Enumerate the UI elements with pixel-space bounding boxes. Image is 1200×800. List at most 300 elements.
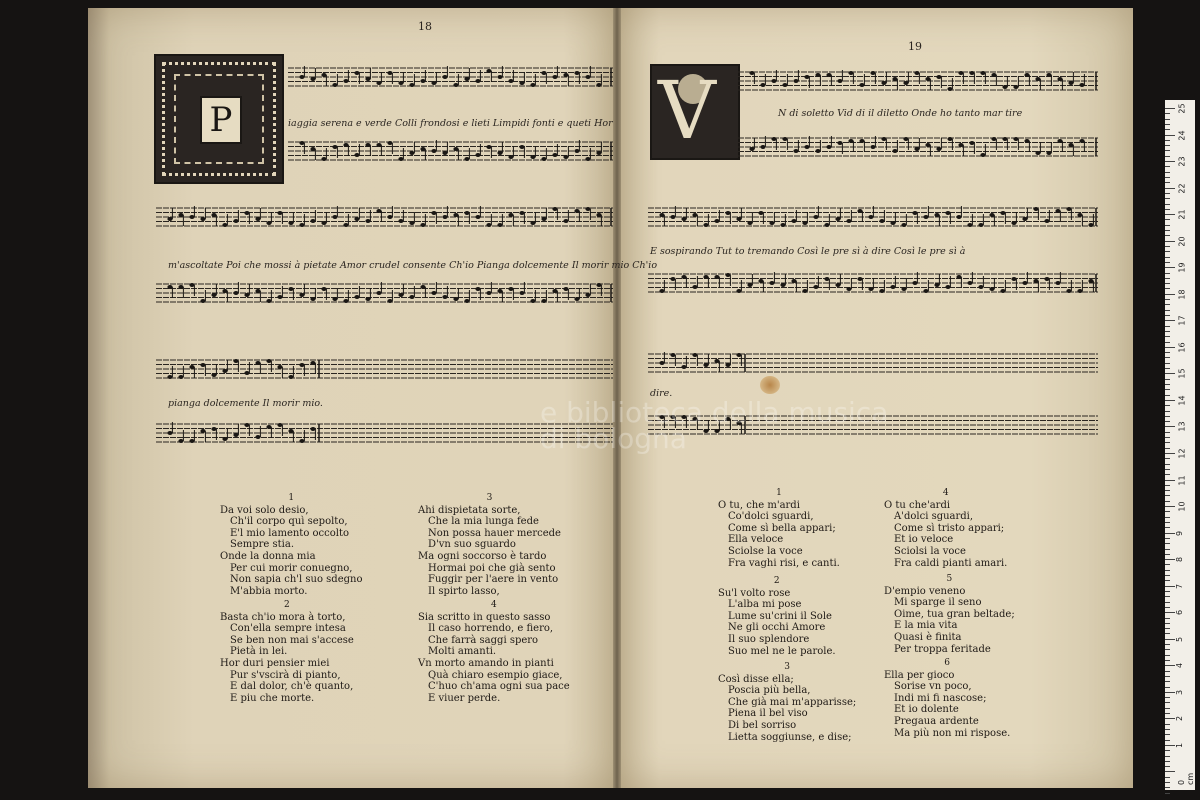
note-head [233,433,238,437]
note-head [299,223,304,227]
ruler-number: 7 [1175,583,1185,589]
note-head [574,71,579,75]
note-head [552,153,557,157]
ruler-tick [1165,639,1175,640]
ruler-tick [1165,161,1175,162]
note-head [244,211,249,215]
note-head [881,81,886,85]
ruler-number: 9 [1175,530,1185,536]
ruler-minor-tick [1165,198,1170,199]
note-head [464,299,469,303]
note-head [725,363,730,367]
note-head [288,375,293,379]
ruler-minor-tick [1165,283,1170,284]
note-head [266,221,271,225]
ruler-minor-tick [1165,596,1170,597]
note-head [923,289,928,293]
ruler-number: 13 [1177,421,1187,433]
music-staff [156,206,613,228]
note-head [387,71,392,75]
note-head [541,217,546,221]
note-head [332,83,337,87]
note-head [332,145,337,149]
note-head [692,353,697,357]
initial-letter: P [200,96,242,144]
ruler-minor-tick [1165,150,1170,151]
ruler-minor-tick [1165,527,1170,528]
note-head [945,285,950,289]
note-head [848,139,853,143]
paper-stain [760,376,780,394]
note-head [310,77,315,81]
note-head [780,283,785,287]
note-head [769,221,774,225]
note-head [464,211,469,215]
note-head [1079,139,1084,143]
ruler-minor-tick [1165,219,1170,220]
note-head [420,147,425,151]
note-head [659,361,664,365]
note-head [758,279,763,283]
ruler-minor-tick [1165,331,1170,332]
note-head [989,287,994,291]
note-head [837,79,842,83]
note-head [343,223,348,227]
lyric-line: dire. [650,388,673,399]
note-head [486,223,491,227]
library-watermark [540,396,889,455]
note-head [991,73,996,77]
ruler-minor-tick [1165,448,1170,449]
ruler-number: 22 [1177,183,1187,194]
note-head [857,277,862,281]
note-head [725,211,730,215]
note-head [585,75,590,79]
ruler-minor-tick [1165,538,1170,539]
ruler-minor-tick [1165,278,1170,279]
note-head [980,71,985,75]
ruler-minor-tick [1165,602,1170,603]
ruler-minor-tick [1165,442,1170,443]
ruler-number: 20 [1177,236,1187,247]
ruler-minor-tick [1165,644,1170,645]
note-head [1068,143,1073,147]
ruler-minor-tick [1165,363,1170,364]
note-head [824,277,829,281]
note-head [299,75,304,79]
ruler-minor-tick [1165,591,1170,592]
note-head [1044,277,1049,281]
ruler-minor-tick [1165,257,1170,258]
ruler-minor-tick [1165,708,1170,709]
ruler-number: 25 [1177,103,1187,114]
note-head [714,219,719,223]
ruler-minor-tick [1165,395,1170,396]
ruler-minor-tick [1165,156,1170,157]
note-head [497,75,502,79]
ruler-minor-tick [1165,702,1170,703]
note-head [365,143,370,147]
note-head [791,279,796,283]
note-head [530,155,535,159]
note-head [211,213,216,217]
note-head [771,137,776,141]
note-head [804,75,809,79]
watermark-line: di bologna [540,422,687,455]
note-head [813,285,818,289]
note-head [255,435,260,439]
lyric-line: N di soletto Vid di il diletto Onde ho tanto mar tire [778,108,1023,119]
note-head [596,83,601,87]
note-head [321,157,326,161]
ruler-tick [1165,533,1175,534]
ruler-tick [1165,267,1175,268]
ruler-minor-tick [1165,458,1170,459]
note-head [936,147,941,151]
ruler-minor-tick [1165,660,1170,661]
note-head [791,219,796,223]
ruler-minor-tick [1165,697,1170,698]
note-head [859,83,864,87]
note-head [409,221,414,225]
note-head [1055,209,1060,213]
note-head [178,439,183,443]
ruler-tick [1165,188,1175,189]
note-head [934,283,939,287]
note-head [815,73,820,77]
note-head [442,215,447,219]
note-head [947,137,952,141]
note-head [222,223,227,227]
note-head [453,147,458,151]
note-head [780,223,785,227]
note-head [464,77,469,81]
note-head [859,139,864,143]
note-head [978,223,983,227]
note-head [925,143,930,147]
ruler-number: 12 [1177,448,1187,459]
ruler-number: 0 cm [1177,773,1195,786]
note-head [681,275,686,279]
note-head [530,83,535,87]
initial-letter: V [658,64,716,157]
note-head [222,369,227,373]
note-head [365,219,370,223]
note-head [178,285,183,289]
ruler-minor-tick [1165,671,1170,672]
note-head [574,297,579,301]
note-head [387,299,392,303]
ruler-minor-tick [1165,787,1170,788]
note-head [508,287,513,291]
lyric-line: iaggia serena e verde Colli frondosi e lieti Limpidi fonti e queti Hor [288,118,613,129]
note-head [703,363,708,367]
verse-2: 2 Basta ch'io mora à torto, Con'ella sempre intesa Se ben non mai s'accese Pietà in lei. Hor duri pensier miei Pur s'vscirà di pianto, E dal dolor, ch'è quanto, E piu che morte. [220,600,354,704]
music-staff [288,66,613,88]
note-head [563,155,568,159]
ruler-minor-tick [1165,649,1170,650]
note-head [659,289,664,293]
ruler-number: 2 [1175,716,1185,722]
ruler-minor-tick [1165,554,1170,555]
ruler-minor-tick [1165,580,1170,581]
ruler-minor-tick [1165,766,1170,767]
note-head [1066,207,1071,211]
ruler-minor-tick [1165,543,1170,544]
watermark-line: e biblioteca della musica [540,396,889,429]
ruler-minor-tick [1165,368,1170,369]
note-head [802,289,807,293]
note-head [398,81,403,85]
note-head [431,149,436,153]
note-head [365,297,370,301]
note-head [585,157,590,161]
ruler-minor-tick [1165,209,1170,210]
music-staff [738,70,1098,92]
note-head [420,79,425,83]
note-head [310,147,315,151]
note-head [178,375,183,379]
verse-1: 1 O tu, che m'ardi Co'dolci sguardi, Come sì bella appari; Ella veloce Sciolse la voce Fra vaghi risi, e canti. [718,488,840,569]
ruler-number: 16 [1177,342,1187,353]
ruler-minor-tick [1165,734,1170,735]
note-head [167,375,172,379]
note-head [1013,137,1018,141]
note-head [804,145,809,149]
note-head [266,299,271,303]
note-head [714,359,719,363]
ruler-number: 14 [1177,395,1187,406]
ruler-number: 11 [1177,474,1187,486]
note-head [793,79,798,83]
note-head [475,79,480,83]
ruler-minor-tick [1165,336,1170,337]
note-head [980,153,985,157]
note-head [200,299,205,303]
note-head [1011,221,1016,225]
note-head [376,209,381,213]
note-head [398,293,403,297]
note-head [431,81,436,85]
ruler-number: 4 [1175,663,1185,669]
ruler-tick [1165,559,1175,560]
note-head [574,149,579,153]
ruler-number: 17 [1177,315,1187,326]
note-head [1024,73,1029,77]
note-head [453,83,458,87]
note-head [945,211,950,215]
note-head [552,75,557,79]
ruler-number: 21 [1177,209,1187,220]
note-head [552,207,557,211]
verse-4: 4 O tu che'ardi A'dolci sguardi, Come sì tristo appari; Et io veloce Sciolsi la voce Fra caldi pianti amari. [884,488,1008,569]
note-head [824,223,829,227]
ruler-tick [1165,453,1175,454]
note-head [670,353,675,357]
ruler-number: 15 [1177,368,1187,379]
note-head [1057,139,1062,143]
note-head [200,429,205,433]
note-head [969,141,974,145]
ruler-minor-tick [1165,655,1170,656]
note-head [475,215,480,219]
ruler-minor-tick [1165,793,1170,794]
note-head [1033,279,1038,283]
ruler-minor-tick [1165,166,1170,167]
ruler-minor-tick [1165,495,1170,496]
left-page-number: 18 [418,20,432,33]
note-head [310,361,315,365]
verse-1: 1 Da voi solo desio, Ch'il corpo quì sepolto, E'l mio lamento occolto Sempre stia. Onde la donna mia Per cui morir conuegno, Non sapia ch'l suo sdegno M'abbia morto. [220,493,363,597]
ruler-minor-tick [1165,411,1170,412]
note-head [837,141,842,145]
ruler-minor-tick [1165,384,1170,385]
ruler-minor-tick [1165,713,1170,714]
note-head [387,215,392,219]
note-head [736,353,741,357]
note-head [967,223,972,227]
ruler-minor-tick [1165,235,1170,236]
note-head [967,281,972,285]
note-head [892,149,897,153]
note-head [277,211,282,215]
note-head [244,371,249,375]
note-head [431,211,436,215]
ruler-minor-tick [1165,225,1170,226]
note-head [912,281,917,285]
note-head [167,217,172,221]
note-head [1000,289,1005,293]
note-head [211,373,216,377]
ruler-minor-tick [1165,246,1170,247]
note-head [299,439,304,443]
ruler-number: 6 [1175,610,1185,616]
ruler-minor-tick [1165,474,1170,475]
note-head [563,219,568,223]
ruler-minor-tick [1165,416,1170,417]
note-head [420,223,425,227]
ruler-minor-tick [1165,379,1170,380]
note-head [541,71,546,75]
note-head [508,155,513,159]
ruler-minor-tick [1165,761,1170,762]
note-head [310,297,315,301]
ruler-tick [1165,771,1175,772]
ruler-tick [1165,294,1175,295]
lyric-line: pianga dolcemente Il morir mio. [168,398,323,409]
ruler-tick [1165,108,1175,109]
note-head [947,87,952,91]
note-head [989,213,994,217]
note-head [486,69,491,73]
ruler-tick [1165,586,1175,587]
ruler-number: 23 [1177,156,1187,167]
note-head [835,283,840,287]
note-head [255,289,260,293]
note-head [189,215,194,219]
note-head [923,215,928,219]
note-head [747,283,752,287]
note-head [692,213,697,217]
ruler-minor-tick [1165,740,1170,741]
note-head [596,213,601,217]
note-head [1057,77,1062,81]
note-head [530,221,535,225]
ruler-minor-tick [1165,421,1170,422]
ruler-minor-tick [1165,304,1170,305]
note-head [978,285,983,289]
note-head [519,211,524,215]
note-head [681,365,686,369]
ruler-minor-tick [1165,501,1170,502]
note-head [747,221,752,225]
note-head [398,157,403,161]
ruler-minor-tick [1165,273,1170,274]
note-head [376,143,381,147]
ruler-tick [1165,612,1175,613]
note-head [299,293,304,297]
note-head [815,149,820,153]
ruler-minor-tick [1165,729,1170,730]
ruler-tick [1165,400,1175,401]
note-head [266,425,271,429]
note-head [1035,151,1040,155]
ruler-minor-tick [1165,177,1170,178]
note-head [670,215,675,219]
note-head [343,79,348,83]
note-head [736,217,741,221]
note-head [1044,219,1049,223]
note-head [497,289,502,293]
note-head [760,83,765,87]
ruler-tick [1165,373,1175,374]
note-head [596,283,601,287]
ruler-minor-tick [1165,464,1170,465]
note-head [332,215,337,219]
note-head [813,215,818,219]
ruler-tick [1165,665,1175,666]
note-head [189,439,194,443]
note-head [879,219,884,223]
ruler-minor-tick [1165,782,1170,783]
ruler-minor-tick [1165,485,1170,486]
ruler-minor-tick [1165,756,1170,757]
ruler-minor-tick [1165,310,1170,311]
note-head [222,437,227,441]
note-head [431,291,436,295]
ruler-number: 10 [1177,501,1187,512]
ruler-minor-tick [1165,575,1170,576]
note-head [200,363,205,367]
note-head [956,275,961,279]
note-head [1000,211,1005,215]
ruler-tick [1165,347,1175,348]
ruler-number: 19 [1177,262,1187,273]
note-head [1035,77,1040,81]
note-head [332,297,337,301]
note-head [475,153,480,157]
ruler-minor-tick [1165,687,1170,688]
note-head [879,289,884,293]
note-head [409,151,414,155]
ornamental-initial-v [650,64,740,160]
note-head [846,219,851,223]
note-head [901,287,906,291]
note-head [901,223,906,227]
ruler-minor-tick [1165,570,1170,571]
ruler-minor-tick [1165,357,1170,358]
verse-4: 4 Sia scritto in questo sasso Il caso horrendo, e fiero, Che farrà saggi spero Molti amanti. Vn morto amando in pianti Quà chiaro esempio giace, C'huo ch'ama ogni sua pace E viuer perde. [418,600,570,704]
